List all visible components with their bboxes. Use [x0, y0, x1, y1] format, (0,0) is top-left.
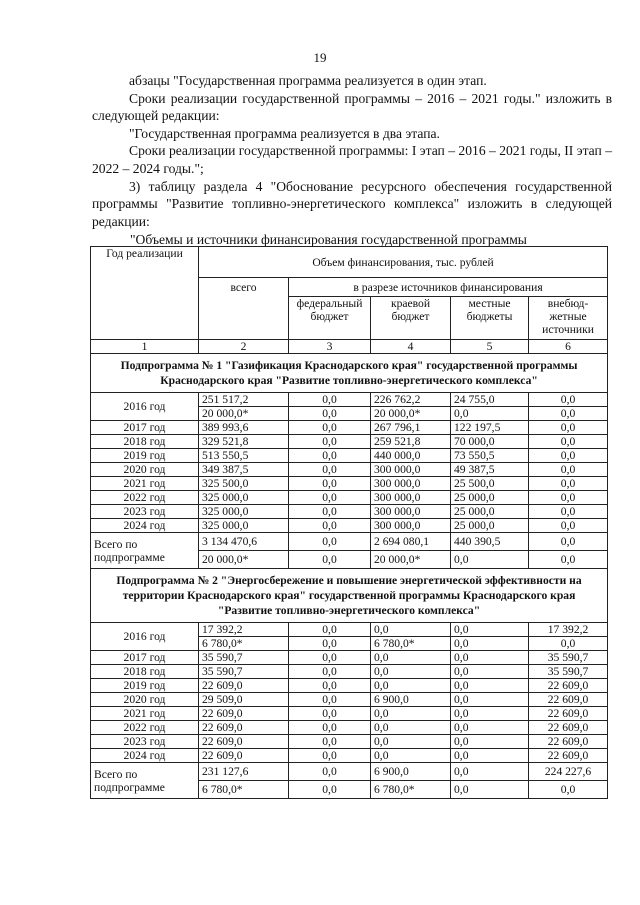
- value-cell: 22 609,0: [199, 707, 289, 721]
- value-cell: 0,0: [289, 449, 371, 463]
- value-cell: 300 000,0: [371, 505, 451, 519]
- value-cell: 0,0: [451, 623, 529, 637]
- value-cell: 22 609,0: [529, 679, 608, 693]
- total-row: [91, 763, 608, 781]
- value-cell: 20 000,0*: [199, 407, 289, 421]
- header-extra: внебюд-жетные источники: [529, 297, 608, 340]
- value-cell: 0,0: [289, 505, 371, 519]
- value-cell: 0,0: [451, 665, 529, 679]
- value-cell: 389 993,6: [199, 421, 289, 435]
- value-cell: 35 590,7: [529, 665, 608, 679]
- value-cell: 0,0: [529, 393, 608, 407]
- total-value-cell: 0,0: [529, 551, 608, 569]
- value-cell: 25 000,0: [451, 519, 529, 533]
- total-value-cell: 0,0: [451, 551, 529, 569]
- header-volume: Объем финансирования, тыс. рублей: [199, 247, 608, 278]
- value-cell: 267 796,1: [371, 421, 451, 435]
- value-cell: 300 000,0: [371, 477, 451, 491]
- subprogram-title: Подпрограмма № 1 "Газификация Краснодарского края" государственной программы Краснодарского края "Развитие топливно-энергетического комплекса": [91, 354, 608, 393]
- value-cell: 0,0: [289, 735, 371, 749]
- value-cell: 0,0: [451, 651, 529, 665]
- value-cell: 0,0: [371, 707, 451, 721]
- year-cell: 2019 год: [91, 449, 199, 463]
- value-cell: 226 762,2: [371, 393, 451, 407]
- header-total: всего: [199, 278, 289, 340]
- year-cell: 2021 год: [91, 707, 199, 721]
- year-cell: 2023 год: [91, 735, 199, 749]
- value-cell: 24 755,0: [451, 393, 529, 407]
- column-number: 5: [451, 340, 529, 354]
- value-cell: 0,0: [289, 623, 371, 637]
- total-value-cell: 0,0: [451, 781, 529, 799]
- value-cell: 22 609,0: [529, 735, 608, 749]
- year-cell: 2019 год: [91, 679, 199, 693]
- total-value-cell: 224 227,6: [529, 763, 608, 781]
- value-cell: 300 000,0: [371, 491, 451, 505]
- financing-table: [90, 246, 608, 799]
- value-cell: 0,0: [451, 693, 529, 707]
- column-number: 6: [529, 340, 608, 354]
- value-cell: 0,0: [529, 477, 608, 491]
- value-cell: 0,0: [529, 463, 608, 477]
- total-value-cell: 231 127,6: [199, 763, 289, 781]
- table-row: [91, 679, 608, 693]
- table-row: [91, 651, 608, 665]
- value-cell: 0,0: [289, 665, 371, 679]
- value-cell: 25 000,0: [451, 491, 529, 505]
- total-value-cell: 6 780,0*: [199, 781, 289, 799]
- value-cell: 0,0: [529, 407, 608, 421]
- header-year: Год реализации: [91, 247, 199, 340]
- table-row: [91, 421, 608, 435]
- value-cell: 0,0: [289, 421, 371, 435]
- value-cell: 0,0: [371, 749, 451, 763]
- value-cell: 22 609,0: [529, 721, 608, 735]
- value-cell: 513 550,5: [199, 449, 289, 463]
- paragraph: Сроки реализации государственной программы: I этап – 2016 – 2021 годы, II этап – 2022 – 2024 годы.";: [92, 143, 613, 176]
- paragraph: "Государственная программа реализуется в два этапа.: [129, 125, 440, 141]
- table-row: [91, 505, 608, 519]
- value-cell: 0,0: [451, 637, 529, 651]
- value-cell: 0,0: [371, 679, 451, 693]
- table-row: [91, 491, 608, 505]
- value-cell: 49 387,5: [451, 463, 529, 477]
- value-cell: 35 590,7: [529, 651, 608, 665]
- value-cell: 0,0: [289, 407, 371, 421]
- table-row: [91, 721, 608, 735]
- body-text: [92, 72, 612, 230]
- total-value-cell: 3 134 470,6: [199, 533, 289, 551]
- value-cell: 0,0: [289, 651, 371, 665]
- value-cell: 22 609,0: [199, 735, 289, 749]
- value-cell: 0,0: [529, 505, 608, 519]
- value-cell: 0,0: [529, 519, 608, 533]
- column-number: 3: [289, 340, 371, 354]
- value-cell: 20 000,0*: [371, 407, 451, 421]
- value-cell: 0,0: [371, 721, 451, 735]
- value-cell: 0,0: [289, 519, 371, 533]
- value-cell: 0,0: [289, 477, 371, 491]
- value-cell: 73 550,5: [451, 449, 529, 463]
- paragraph: абзацы "Государственная программа реализуется в один этап.: [129, 73, 487, 88]
- header-local: местные бюджеты: [451, 297, 529, 340]
- total-value-cell: 0,0: [289, 763, 371, 781]
- total-value-cell: 20 000,0*: [199, 551, 289, 569]
- table-row: [91, 449, 608, 463]
- value-cell: 325 500,0: [199, 477, 289, 491]
- value-cell: 25 000,0: [451, 505, 529, 519]
- year-cell: 2022 год: [91, 491, 199, 505]
- value-cell: 6 780,0*: [371, 637, 451, 651]
- value-cell: 325 000,0: [199, 519, 289, 533]
- value-cell: 0,0: [529, 449, 608, 463]
- total-value-cell: 6 900,0: [371, 763, 451, 781]
- value-cell: 0,0: [289, 463, 371, 477]
- year-cell: 2018 год: [91, 435, 199, 449]
- total-value-cell: 0,0: [529, 781, 608, 799]
- table-row: [91, 735, 608, 749]
- value-cell: 0,0: [371, 665, 451, 679]
- value-cell: 0,0: [451, 735, 529, 749]
- value-cell: 0,0: [451, 721, 529, 735]
- value-cell: 17 392,2: [529, 623, 608, 637]
- value-cell: 349 387,5: [199, 463, 289, 477]
- value-cell: 17 392,2: [199, 623, 289, 637]
- table-row: [91, 665, 608, 679]
- year-cell: 2018 год: [91, 665, 199, 679]
- table-caption: "Объемы и источники финансирования государственной программы: [130, 232, 527, 247]
- year-cell: 2022 год: [91, 721, 199, 735]
- table-row: [91, 393, 608, 407]
- column-number: 4: [371, 340, 451, 354]
- total-label: Всего по подпрограмме: [91, 533, 199, 569]
- total-value-cell: 0,0: [289, 533, 371, 551]
- value-cell: 0,0: [289, 393, 371, 407]
- total-value-cell: 0,0: [451, 763, 529, 781]
- value-cell: 0,0: [371, 623, 451, 637]
- value-cell: 6 900,0: [371, 693, 451, 707]
- value-cell: 0,0: [451, 407, 529, 421]
- total-value-cell: 2 694 080,1: [371, 533, 451, 551]
- table-row: [91, 435, 608, 449]
- year-cell: 2020 год: [91, 693, 199, 707]
- table-row: [91, 477, 608, 491]
- column-number: 2: [199, 340, 289, 354]
- year-cell: 2020 год: [91, 463, 199, 477]
- value-cell: 0,0: [371, 651, 451, 665]
- total-value-cell: 20 000,0*: [371, 551, 451, 569]
- value-cell: 259 521,8: [371, 435, 451, 449]
- value-cell: 0,0: [289, 679, 371, 693]
- value-cell: 70 000,0: [451, 435, 529, 449]
- value-cell: 440 000,0: [371, 449, 451, 463]
- total-value-cell: 6 780,0*: [371, 781, 451, 799]
- total-value-cell: 0,0: [289, 551, 371, 569]
- value-cell: 0,0: [529, 435, 608, 449]
- value-cell: 22 609,0: [529, 707, 608, 721]
- value-cell: 22 609,0: [529, 749, 608, 763]
- year-cell: 2023 год: [91, 505, 199, 519]
- value-cell: 0,0: [289, 693, 371, 707]
- value-cell: 325 000,0: [199, 505, 289, 519]
- table-row: [91, 707, 608, 721]
- value-cell: 0,0: [529, 421, 608, 435]
- table-row: [91, 623, 608, 637]
- year-cell: 2024 год: [91, 749, 199, 763]
- value-cell: 0,0: [289, 491, 371, 505]
- subprogram-title: Подпрограмма № 2 "Энергосбережение и повышение энергетической эффективности на территории Краснодарского края" государственной программы Краснодарского края "Развитие топливно-энергетического комплекса": [91, 569, 608, 623]
- value-cell: 300 000,0: [371, 519, 451, 533]
- total-label: Всего по подпрограмме: [91, 763, 199, 799]
- total-value-cell: 440 390,5: [451, 533, 529, 551]
- value-cell: 6 780,0*: [199, 637, 289, 651]
- value-cell: 22 609,0: [199, 749, 289, 763]
- paragraph: 3) таблицу раздела 4 "Обоснование ресурсного обеспечения государственной программы "Развитие топливно-энергетического комплекса" изложить в следующей редакции:: [92, 178, 612, 229]
- table-row: [91, 519, 608, 533]
- value-cell: 22 609,0: [529, 693, 608, 707]
- value-cell: 0,0: [451, 707, 529, 721]
- value-cell: 325 000,0: [199, 491, 289, 505]
- value-cell: 22 609,0: [199, 679, 289, 693]
- year-cell: 2017 год: [91, 651, 199, 665]
- table-row: [91, 463, 608, 477]
- total-value-cell: 0,0: [289, 781, 371, 799]
- year-cell: 2021 год: [91, 477, 199, 491]
- value-cell: 25 500,0: [451, 477, 529, 491]
- header-federal: федеральный бюджет: [289, 297, 371, 340]
- value-cell: 0,0: [529, 491, 608, 505]
- value-cell: 122 197,5: [451, 421, 529, 435]
- value-cell: 35 590,7: [199, 651, 289, 665]
- value-cell: 35 590,7: [199, 665, 289, 679]
- paragraph: Сроки реализации государственной программы – 2016 – 2021 годы." изложить в следующей редакции:: [92, 90, 612, 124]
- value-cell: 22 609,0: [199, 721, 289, 735]
- value-cell: 300 000,0: [371, 463, 451, 477]
- page-number: 19: [313, 50, 327, 65]
- value-cell: 0,0: [289, 721, 371, 735]
- value-cell: 329 521,8: [199, 435, 289, 449]
- year-cell: 2017 год: [91, 421, 199, 435]
- value-cell: 0,0: [289, 435, 371, 449]
- column-number: 1: [91, 340, 199, 354]
- total-row: [91, 533, 608, 551]
- value-cell: 0,0: [451, 679, 529, 693]
- header-by-sources: в разрезе источников финансирования: [289, 278, 608, 297]
- table-row: [91, 749, 608, 763]
- table-row: [91, 693, 608, 707]
- value-cell: 0,0: [289, 749, 371, 763]
- value-cell: 29 509,0: [199, 693, 289, 707]
- value-cell: 0,0: [451, 749, 529, 763]
- header-regional: краевой бюджет: [371, 297, 451, 340]
- year-cell: 2016 год: [91, 623, 199, 651]
- value-cell: 0,0: [529, 637, 608, 651]
- total-value-cell: 0,0: [529, 533, 608, 551]
- value-cell: 0,0: [371, 735, 451, 749]
- value-cell: 251 517,2: [199, 393, 289, 407]
- value-cell: 0,0: [289, 707, 371, 721]
- year-cell: 2024 год: [91, 519, 199, 533]
- value-cell: 0,0: [289, 637, 371, 651]
- year-cell: 2016 год: [91, 393, 199, 421]
